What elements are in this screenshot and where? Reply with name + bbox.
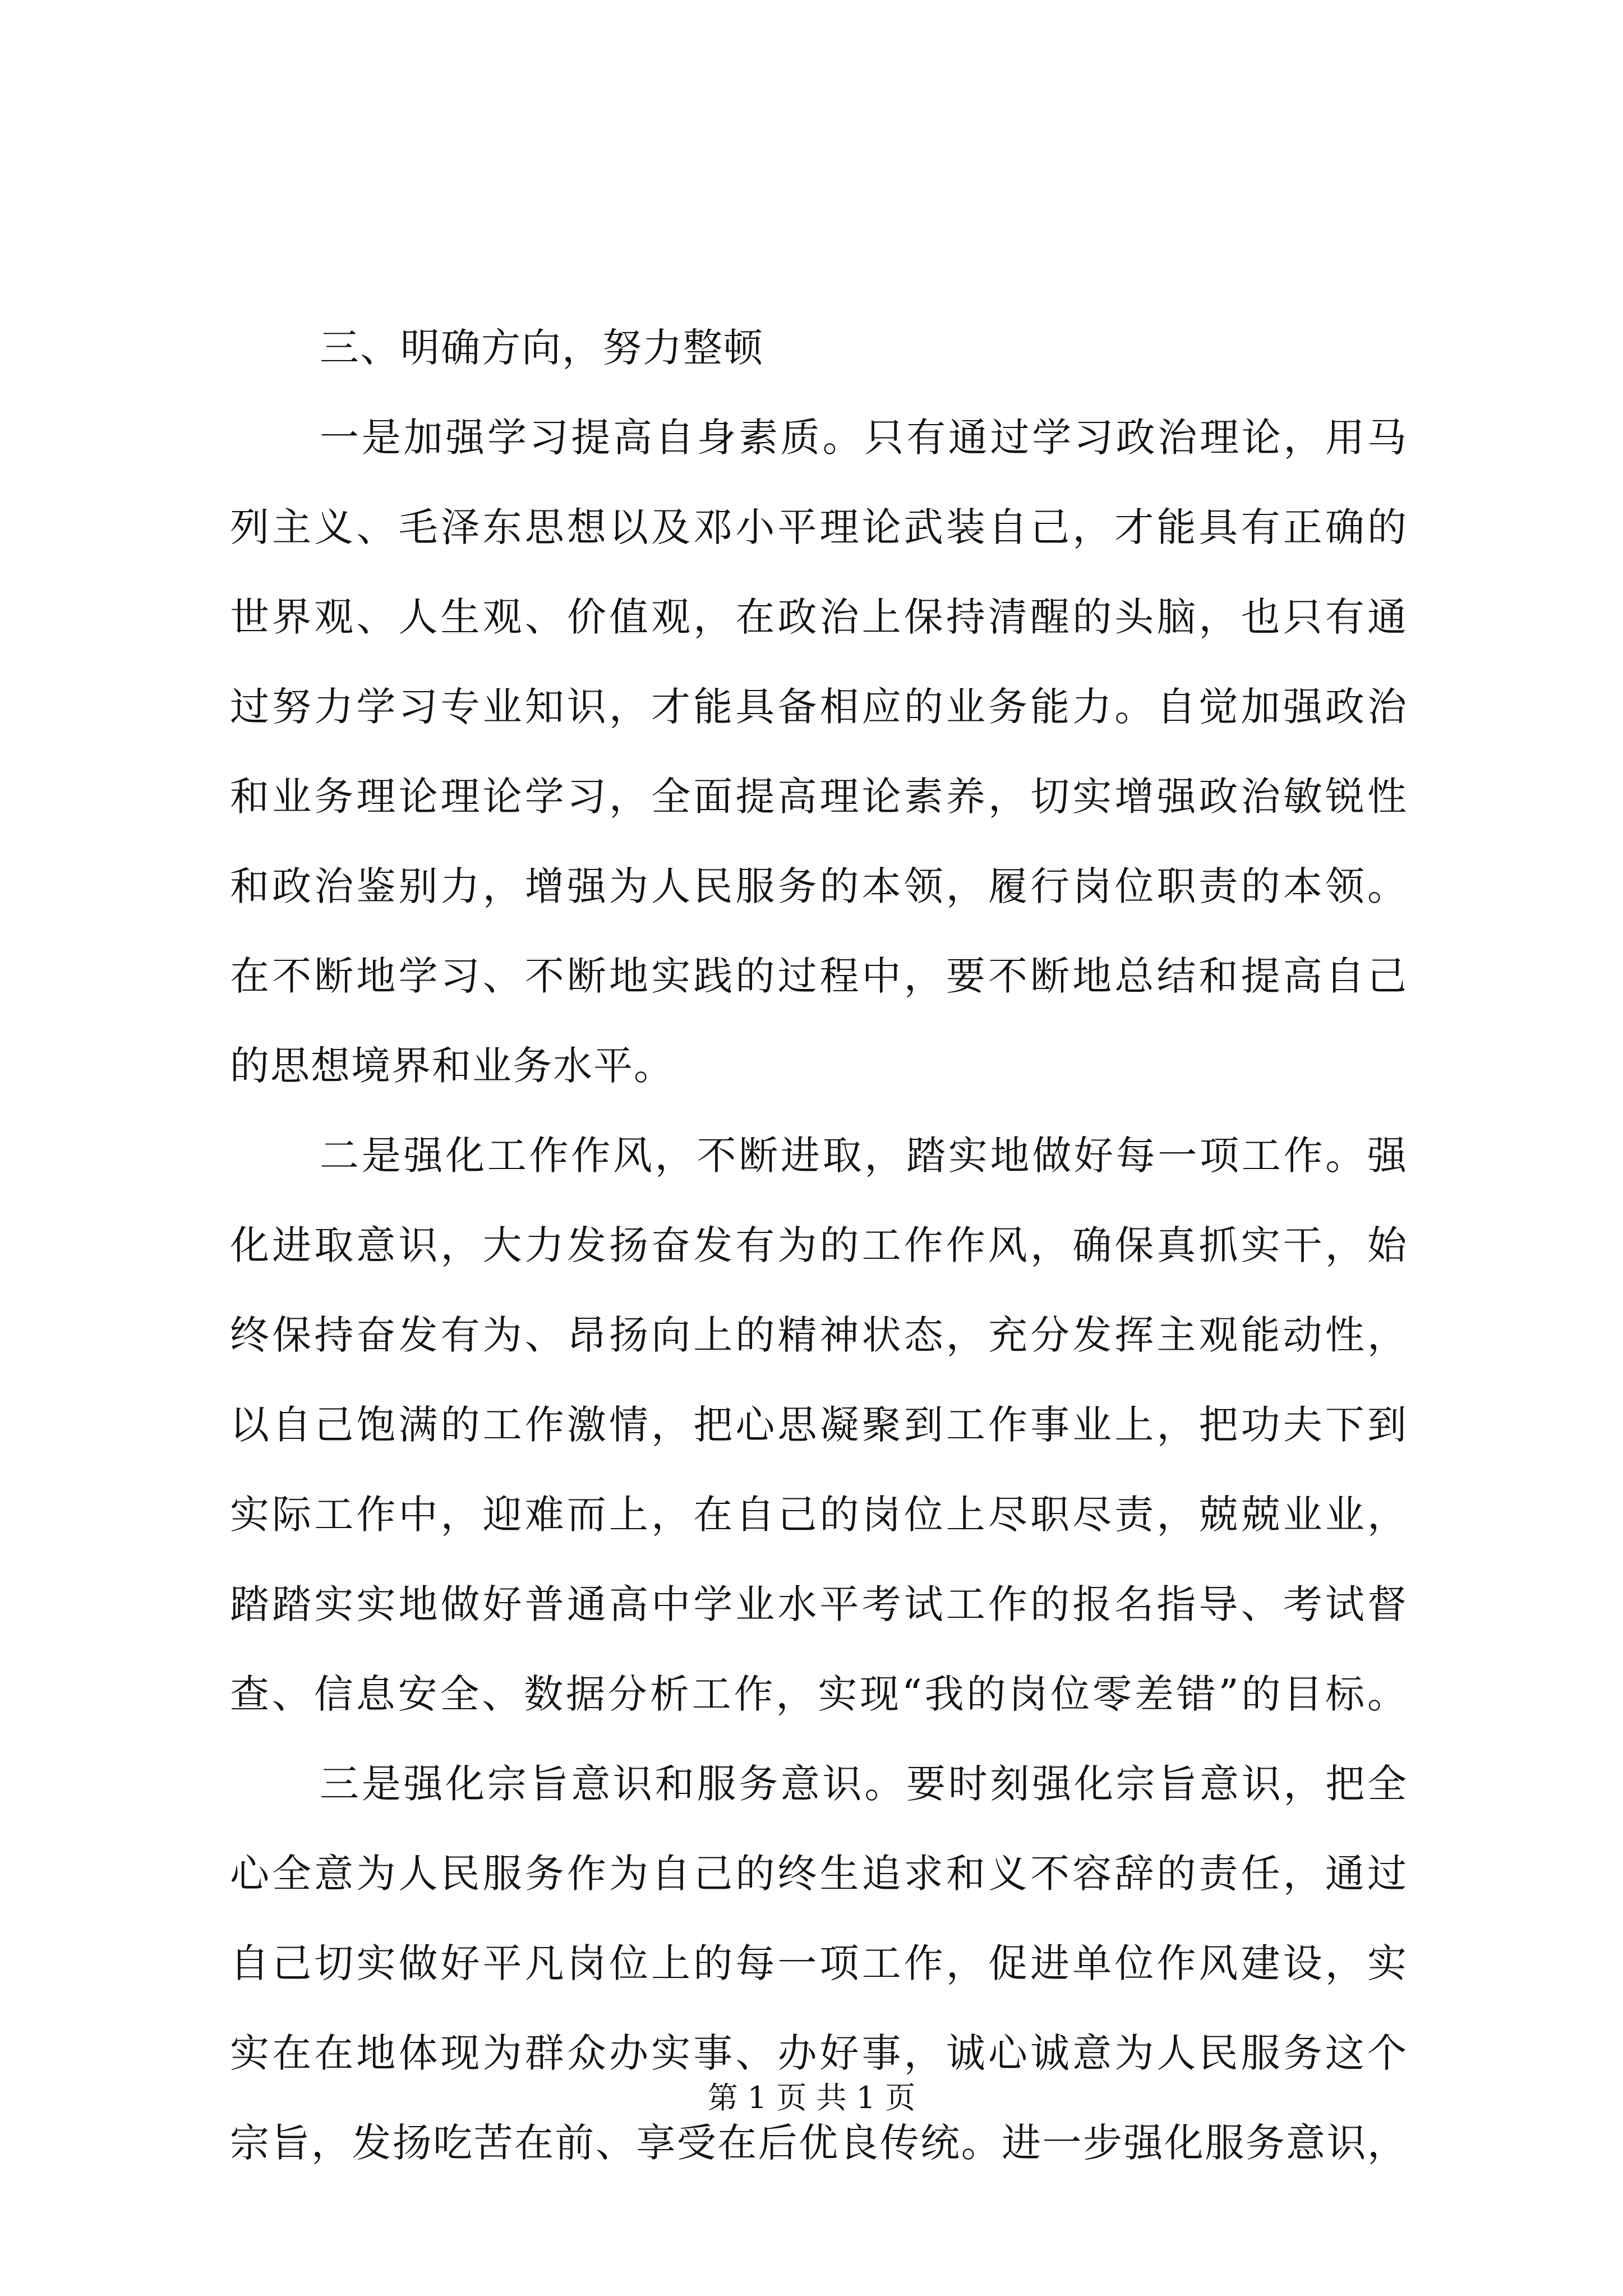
text-line: 二是强化工作作风，不断进取，踏实地做好每一项工作。强	[320, 1133, 1408, 1179]
text-line: 实际工作中，迎难而上，在自己的岗位上尽职尽责，兢兢业业，	[230, 1492, 1408, 1538]
text-line: 三是强化宗旨意识和服务意识。要时刻强化宗旨意识，把全	[320, 1761, 1408, 1807]
text-line: 过努力学习专业知识，才能具备相应的业务能力。自觉加强政治	[230, 684, 1408, 730]
text-line: 和政治鉴别力，增强为人民服务的本领，履行岗位职责的本领。	[230, 863, 1408, 909]
text-line: 和业务理论理论学习，全面提高理论素养，切实增强政治敏锐性	[230, 774, 1408, 820]
text-line: 在不断地学习、不断地实践的过程中，要不断地总结和提高自己	[230, 953, 1408, 999]
text-line: 世界观、人生观、价值观，在政治上保持清醒的头脑，也只有通	[230, 594, 1408, 640]
text-line: 以自己饱满的工作激情，把心思凝聚到工作事业上，把功夫下到	[230, 1402, 1408, 1448]
text-line: 实在在地体现为群众办实事、办好事，诚心诚意为人民服务这个	[230, 2030, 1408, 2076]
text-line: 踏踏实实地做好普通高中学业水平考试工作的报名指导、考试督	[230, 1581, 1408, 1627]
text-line: 心全意为人民服务作为自己的终生追求和义不容辞的责任，通过	[230, 1851, 1408, 1897]
text-line: 的思想境界和业务水平。	[230, 1043, 674, 1089]
document-body	[230, 303, 1408, 2188]
text-line: 终保持奋发有为、昂扬向上的精神状态，充分发挥主观能动性，	[230, 1312, 1408, 1358]
page-footer: 第 1 页 共 1 页	[707, 2080, 916, 2115]
text-line: 自己切实做好平凡岗位上的每一项工作，促进单位作风建设，实	[230, 1940, 1408, 1986]
section-heading: 三、明确方向，努力整顿	[320, 325, 764, 371]
text-line: 一是加强学习提高自身素质。只有通过学习政治理论，用马	[320, 415, 1408, 461]
text-line: 化进取意识，大力发扬奋发有为的工作作风，确保真抓实干，始	[230, 1222, 1408, 1268]
text-line: 查、信息安全、数据分析工作，实现“我的岗位零差错”的目标。	[230, 1671, 1408, 1717]
text-line: 宗旨，发扬吃苦在前、享受在后优良传统。进一步强化服务意识，	[230, 2120, 1408, 2166]
text-line: 列主义、毛泽东思想以及邓小平理论武装自己，才能具有正确的	[230, 504, 1408, 550]
paragraph-lines	[230, 393, 1408, 2188]
